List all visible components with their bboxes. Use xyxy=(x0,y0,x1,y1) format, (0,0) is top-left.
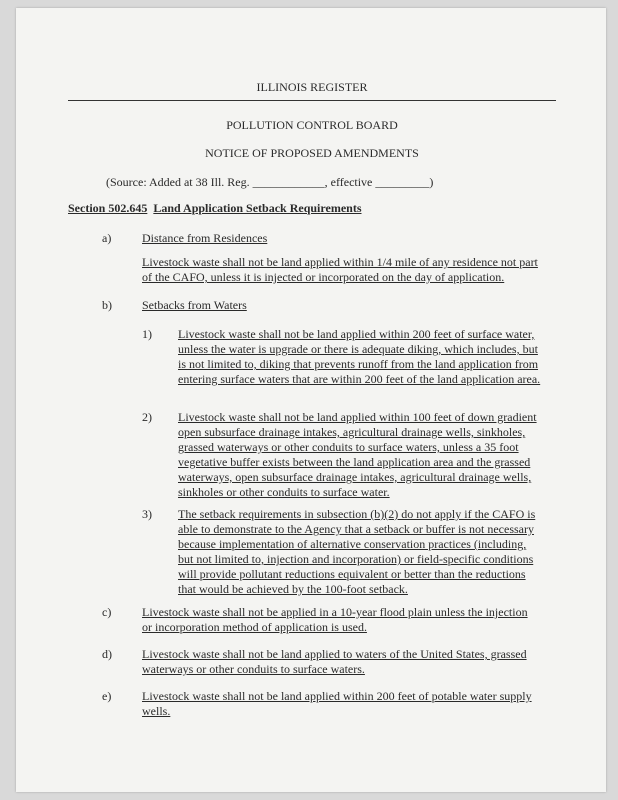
document-header xyxy=(68,80,556,101)
list-label-c: c) xyxy=(102,605,112,619)
notice-title: NOTICE OF PROPOSED AMENDMENTS xyxy=(205,146,419,160)
item-a-title: Distance from Residences xyxy=(142,231,268,245)
item-c-text: Livestock waste shall not be applied in a 10-year flood plain unless the injection or incorporation method of application is used. xyxy=(142,605,528,634)
list-label-b2: 2) xyxy=(142,410,152,424)
list-label-b3: 3) xyxy=(142,507,152,521)
source-note: (Source: Added at 38 Ill. Reg. ____________, effective _________) xyxy=(106,175,434,189)
item-d-text: Livestock waste shall not be land applied to waters of the United States, grassed waterways or other conduits to surface waters. xyxy=(142,647,527,676)
list-label-d: d) xyxy=(102,647,112,661)
list-label-b: b) xyxy=(102,298,112,312)
item-b-title: Setbacks from Waters xyxy=(142,298,247,312)
document-page xyxy=(16,8,606,792)
section-heading xyxy=(68,201,362,216)
section-title: Land Application Setback Requirements xyxy=(153,201,362,215)
list-label-e: e) xyxy=(102,689,112,703)
item-e-text: Livestock waste shall not be land applied within 200 feet of potable water supply wells. xyxy=(142,689,532,718)
list-label-a: a) xyxy=(102,231,112,245)
board-name: POLLUTION CONTROL BOARD xyxy=(226,118,398,132)
register-title: ILLINOIS REGISTER xyxy=(68,80,556,101)
list-label-b1: 1) xyxy=(142,327,152,341)
item-b1-text: Livestock waste shall not be land applied within 200 feet of surface water, unless the water is upgrade or there is adequate diking, which includes, but is not limited to, diking that prevents runoff from the land application from entering surface waters that are within 200 feet of the land application area. xyxy=(178,327,541,386)
item-b2-text: Livestock waste shall not be land applied within 100 feet of down gradient open subsurface drainage intakes, agricultural drainage wells, sinkholes, grassed waterways or other conduits to surface waters, unless a 35 foot vegetative buffer exists between the land application area and the grassed waterways, open subsurface drainage intakes, agricultural drainage wells, sinkholes or other conduits to surface water. xyxy=(178,410,537,499)
item-a-body: Livestock waste shall not be land applied within 1/4 mile of any residence not part of the CAFO, unless it is injected or incorporated on the day of application. xyxy=(142,255,538,284)
section-number: Section 502.645 xyxy=(68,201,148,215)
item-b3-text: The setback requirements in subsection (b)(2) do not apply if the CAFO is able to demonstrate to the Agency that a setback or buffer is not necessary because implementation of alternative conservation practices (including, but not limited to, injection and incorporation) or field-specific conditions will provide pollutant reductions equivalent or better than the reductions that would be achieved by the 100-foot setback. xyxy=(178,507,536,596)
